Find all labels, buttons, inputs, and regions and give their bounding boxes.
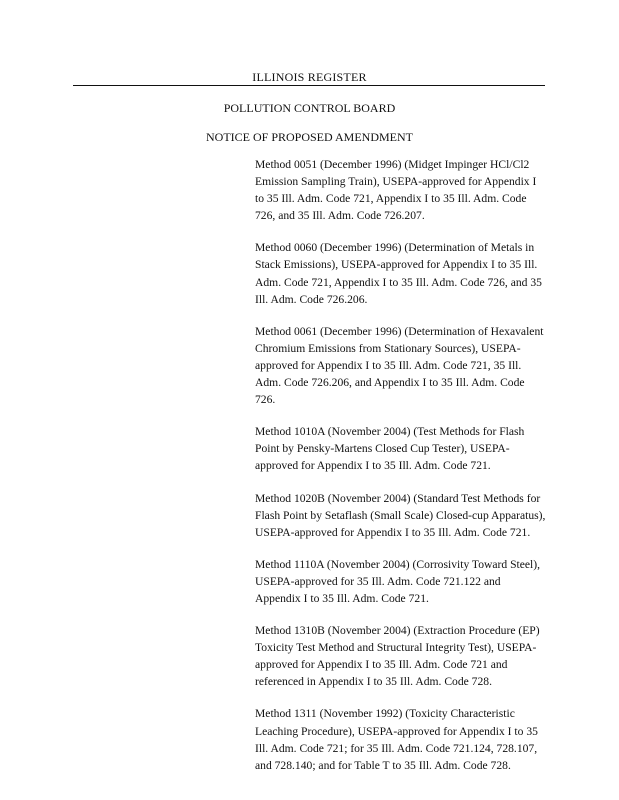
register-title: ILLINOIS REGISTER	[252, 70, 367, 84]
notice-title: NOTICE OF PROPOSED AMENDMENT	[205, 130, 414, 144]
method-paragraph: Method 0051 (December 1996) (Midget Impinger HCl/Cl2 Emission Sampling Train), USEPA-approved for Appendix I to 35 Ill. Adm. Code 721, Appendix I to 35 Ill. Adm. Code 726, and 35 Ill. Adm. Code 726.207.	[255, 158, 537, 223]
board-title: POLLUTION CONTROL BOARD	[223, 101, 396, 115]
method-paragraph: Method 1110A (November 2004) (Corrosivity Toward Steel), USEPA-approved for 35 Ill. Adm. Code 721.122 and Appendix I to 35 Ill. Adm. Code 721.	[255, 557, 541, 605]
method-paragraph: Method 1311 (November 1992) (Toxicity Characteristic Leaching Procedure), USEPA-approved for Appendix I to 35 Ill. Adm. Code 721; for 35 Ill. Adm. Code 721.124, 728.107, and 728.140; and for Table T to 35 Ill. Adm. Code 728.	[255, 707, 538, 772]
method-paragraph: Method 1010A (November 2004) (Test Methods for Flash Point by Pensky-Martens Closed Cup Tester), USEPA-approved for Appendix I to 35 Ill. Adm. Code 721.	[255, 425, 525, 473]
method-paragraph: Method 0061 (December 1996) (Determination of Hexavalent Chromium Emissions from Stationary Sources), USEPA-approved for Appendix I to 35 Ill. Adm. Code 721, 35 Ill. Adm. Code 726.206, and Appendix I to 35 Ill. Adm. Code 726.	[255, 324, 544, 407]
method-paragraph: Method 1310B (November 2004) (Extraction Procedure (EP) Toxicity Test Method and Structural Integrity Test), USEPA-approved for Appendix I to 35 Ill. Adm. Code 721 and referenced in Appendix I to 35 Ill. Adm. Code 728.	[255, 624, 540, 689]
method-paragraph: Method 1020B (November 2004) (Standard Test Methods for Flash Point by Setaflash (Small Scale) Closed-cup Apparatus), USEPA-approved for Appendix I to 35 Ill. Adm. Code 721.	[255, 491, 546, 539]
method-paragraph: Method 0060 (December 1996) (Determination of Metals in Stack Emissions), USEPA-approved for Appendix I to 35 Ill. Adm. Code 721, Appendix I to 35 Ill. Adm. Code 726, and 35 Ill. Adm. Code 726.206.	[255, 241, 542, 306]
header-rule	[73, 85, 545, 86]
method-list	[255, 156, 547, 789]
